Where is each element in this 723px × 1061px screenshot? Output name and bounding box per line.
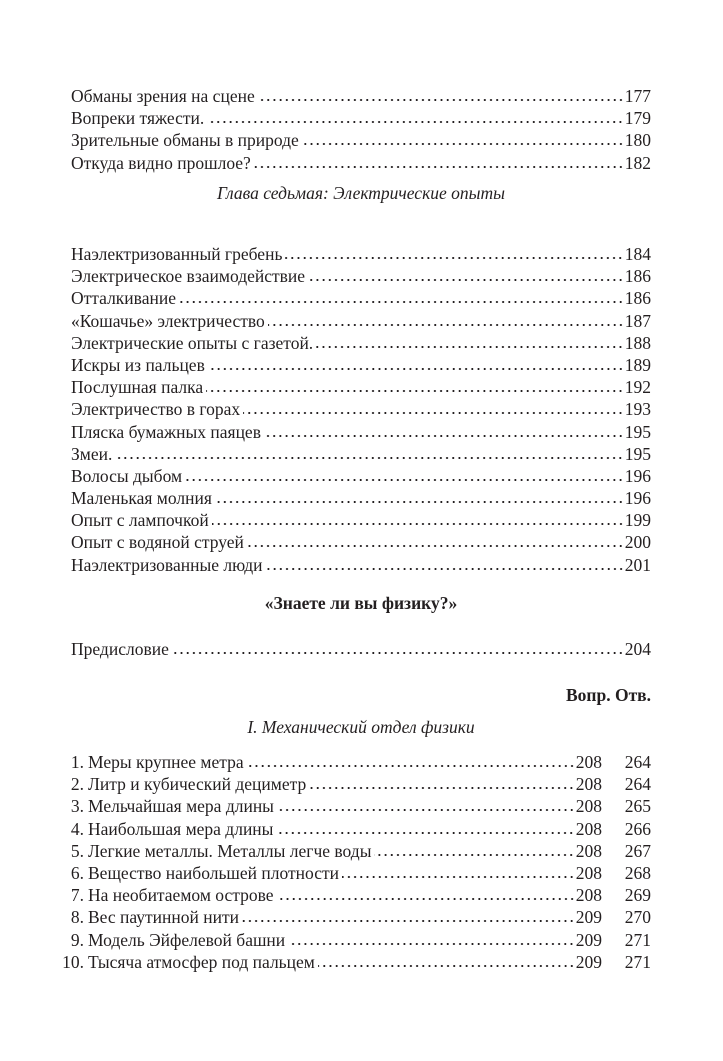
entry-title: Змеи. [71, 443, 113, 464]
entry-page: 192 [624, 377, 651, 398]
toc-section-optics [71, 85, 651, 174]
toc-entry[interactable] [71, 265, 651, 287]
entry-page: 184 [624, 244, 651, 264]
entry-title: Маленькая молния [71, 488, 212, 509]
toc-entry[interactable] [60, 862, 651, 884]
entry-number: 4. [70, 818, 84, 839]
entry-title: Опыт с водяной струей [71, 532, 244, 553]
leader-dots [207, 120, 624, 124]
entry-number: 10. [62, 951, 84, 972]
toc-entry[interactable] [60, 840, 651, 862]
entry-title: Тысяча атмосфер под пальцем [88, 951, 315, 972]
toc-entry[interactable] [71, 465, 651, 487]
leader-dots [247, 544, 624, 548]
toc-entry[interactable] [60, 951, 651, 973]
question-page: 208 [575, 774, 602, 795]
entry-page: 180 [624, 130, 651, 151]
entry-title: Электрическое взаимодействие [71, 266, 306, 287]
entry-title: Пляска бумажных паяцев [71, 421, 261, 442]
entry-page: 193 [624, 399, 651, 420]
entry-title: Вещество наибольшей плотности [88, 862, 340, 883]
leader-dots [172, 651, 624, 655]
entry-title: Электрические опыты с газетой. [71, 332, 314, 353]
entry-title: Меры крупнее метра [88, 752, 244, 772]
toc-entry[interactable] [60, 773, 651, 795]
leader-dots [288, 942, 575, 946]
leader-dots [318, 964, 575, 968]
toc-entry[interactable] [71, 638, 651, 660]
entry-page: 196 [624, 465, 651, 486]
part-title: «Знаете ли вы физику?» [264, 593, 458, 613]
entry-page: 177 [624, 86, 651, 106]
leader-dots [179, 300, 624, 304]
toc-entry[interactable] [60, 795, 651, 817]
leader-dots [185, 478, 624, 482]
toc-entry[interactable] [71, 332, 651, 354]
toc-section-mechanics [60, 751, 651, 973]
toc-entry[interactable] [71, 152, 651, 174]
entry-title: Отталкивание [71, 288, 176, 309]
entry-number: 5. [70, 840, 84, 861]
toc-entry[interactable] [60, 751, 651, 773]
leader-dots [276, 831, 574, 835]
answer-page: 264 [624, 752, 651, 772]
toc-section-electric [71, 243, 651, 576]
toc-entry[interactable] [71, 421, 651, 443]
section-heading: I. Механический отдел физики [247, 717, 475, 737]
entry-title: Опыт с лампочкой [71, 510, 209, 531]
question-page: 208 [575, 840, 602, 861]
toc-entry[interactable] [60, 929, 651, 951]
leader-dots [258, 98, 624, 102]
toc-entry[interactable] [71, 243, 651, 265]
question-page: 209 [575, 907, 602, 928]
answer-page: 265 [624, 796, 651, 817]
entry-number: 9. [70, 929, 84, 950]
entry-number: 3. [70, 796, 84, 817]
entry-number: 7. [70, 885, 84, 906]
entry-number: 2. [70, 774, 84, 795]
entry-page: 186 [624, 266, 651, 287]
toc-entry[interactable] [71, 310, 651, 332]
entry-title: Электричество в горах [71, 399, 241, 420]
entry-title: На необитаемом острове [88, 885, 274, 906]
leader-dots [242, 919, 575, 923]
entry-number: 6. [70, 862, 84, 883]
entry-title: Мельчайшая мера длины [88, 796, 274, 817]
entry-title: Литр и кубический дециметр [88, 774, 307, 795]
question-page: 208 [575, 862, 602, 883]
leader-dots [215, 500, 624, 504]
answer-page: 268 [624, 862, 651, 883]
toc-entry[interactable] [60, 884, 651, 906]
leader-dots [212, 522, 624, 526]
entry-page: 195 [624, 443, 651, 464]
answer-page: 266 [624, 818, 651, 839]
answer-page: 270 [624, 907, 651, 928]
entry-page: 199 [624, 510, 651, 531]
entry-title: Легкие металлы. Металлы легче воды [88, 840, 372, 861]
leader-dots [208, 367, 624, 371]
leader-dots [342, 875, 575, 879]
answer-page: 271 [624, 951, 651, 972]
entry-title: Наэлектризованный гребень [71, 244, 283, 264]
entry-title: Вопреки тяжести. [71, 108, 205, 129]
question-page: 209 [575, 951, 602, 972]
leader-dots [254, 165, 624, 169]
leader-dots [247, 764, 575, 768]
entry-number: 8. [70, 907, 84, 928]
leader-dots [302, 142, 624, 146]
leader-dots [285, 256, 623, 260]
leader-dots [309, 786, 575, 790]
toc-entry[interactable] [71, 398, 651, 420]
toc-entry[interactable] [71, 509, 651, 531]
chapter-heading: Глава седьмая: Электрические опыты [217, 183, 505, 203]
entry-page: 186 [624, 288, 651, 309]
entry-title: Модель Эйфелевой башни [88, 929, 286, 950]
toc-entry[interactable] [71, 107, 651, 129]
leader-dots [316, 345, 624, 349]
entry-page: 195 [624, 421, 651, 442]
question-page: 208 [575, 796, 602, 817]
entry-title: Волосы дыбом [71, 465, 183, 486]
entry-number: 1. [70, 752, 84, 772]
entry-page: 188 [624, 332, 651, 353]
entry-page: 179 [624, 108, 651, 129]
toc-entry[interactable] [60, 906, 651, 928]
toc-preface [71, 638, 651, 660]
toc-entry[interactable] [71, 487, 651, 509]
leader-dots [206, 389, 624, 393]
leader-dots [268, 323, 624, 327]
toc-entry[interactable] [71, 376, 651, 398]
entry-title: Обманы зрения на сцене [71, 86, 255, 106]
entry-title: Наибольшая мера длины [88, 818, 274, 839]
entry-page: 201 [624, 554, 651, 575]
toc-entry[interactable] [71, 443, 651, 465]
entry-title: Зрительные обманы в природе [71, 130, 299, 151]
leader-dots [266, 567, 624, 571]
leader-dots [277, 808, 575, 812]
toc-entry[interactable] [71, 531, 651, 553]
toc-entry[interactable] [71, 354, 651, 376]
question-page: 208 [575, 752, 602, 772]
leader-dots [277, 897, 575, 901]
entry-title: Предисловие [71, 639, 169, 659]
entry-page: 200 [624, 532, 651, 553]
toc-entry[interactable] [71, 85, 651, 107]
entry-title: Откуда видно прошлое? [71, 152, 251, 173]
entry-title: Послушная палка [71, 377, 204, 398]
entry-page: 204 [624, 639, 651, 659]
columns-header: Вопр. Отв. [565, 685, 651, 705]
question-page: 208 [575, 818, 602, 839]
answer-page: 267 [624, 840, 651, 861]
question-page: 208 [575, 885, 602, 906]
leader-dots [308, 278, 624, 282]
entry-title: «Кошачье» электричество [71, 310, 265, 331]
entry-title: Искры из пальцев [71, 354, 205, 375]
entry-page: 187 [624, 310, 651, 331]
entry-page: 189 [624, 354, 651, 375]
toc-entry[interactable] [71, 287, 651, 309]
toc-entry[interactable] [71, 554, 651, 576]
answer-page: 269 [624, 885, 651, 906]
leader-dots [264, 434, 624, 438]
entry-page: 196 [624, 488, 651, 509]
answer-page: 264 [624, 774, 651, 795]
question-page: 209 [575, 929, 602, 950]
leader-dots [243, 411, 624, 415]
leader-dots [115, 456, 623, 460]
answer-page: 271 [624, 929, 651, 950]
entry-title: Вес паутинной нити [88, 907, 239, 928]
toc-entry[interactable] [71, 129, 651, 151]
leader-dots [374, 853, 574, 857]
entry-title: Наэлектризованные люди [71, 554, 263, 575]
entry-page: 182 [624, 152, 651, 173]
toc-entry[interactable] [60, 818, 651, 840]
